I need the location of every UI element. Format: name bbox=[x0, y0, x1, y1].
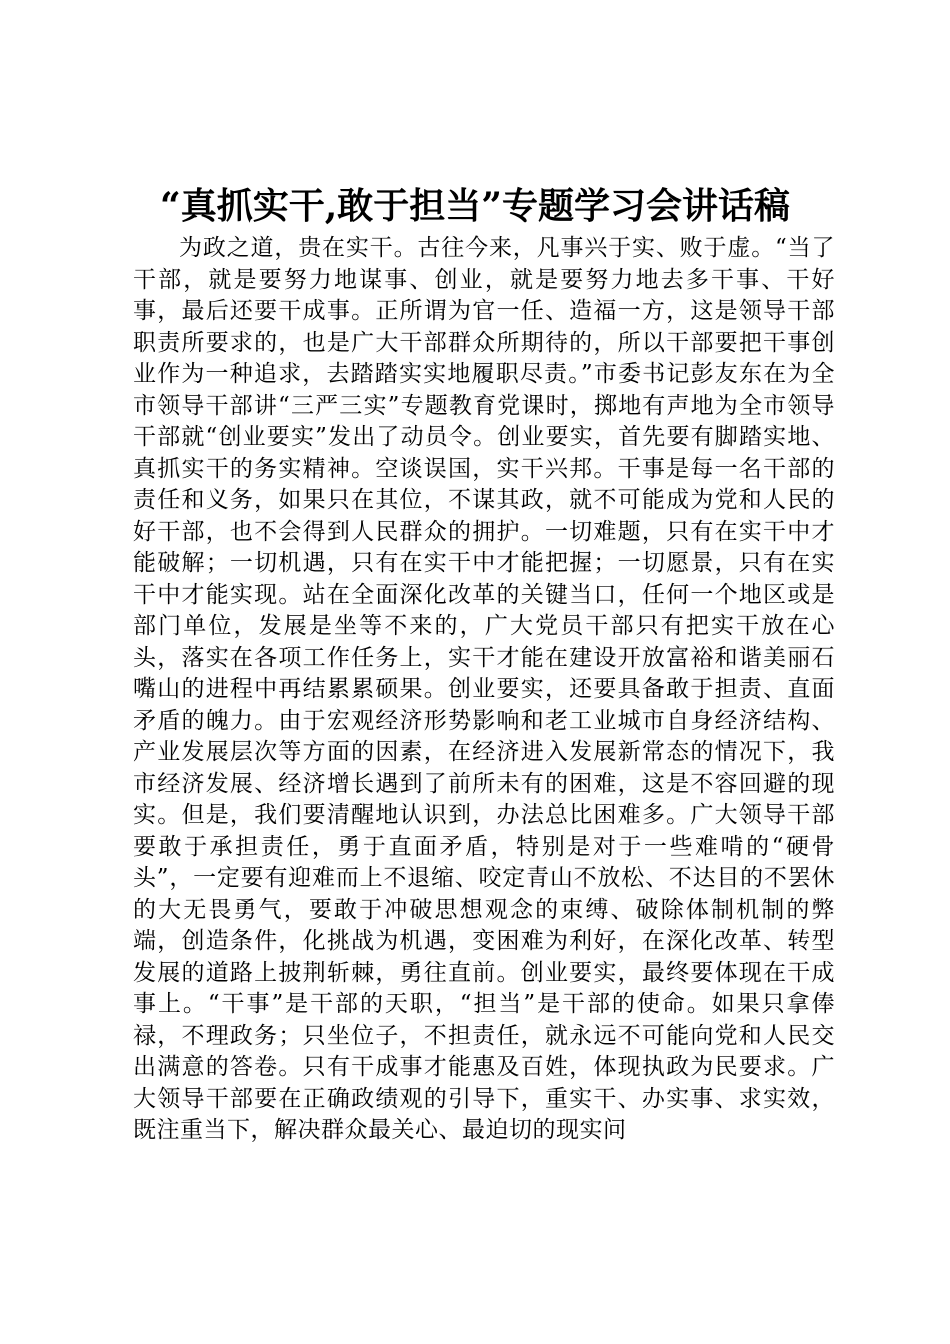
document-body-paragraph: 为政之道，贵在实干。古往今来，凡事兴于实、败于虚。“当了干部，就是要努力地谋事、创业，就是要努力地去多干事、干好事，最后还要干成事。正所谓为官一任、造福一方，这是领导干部职责所要求的，也是广大干部群众所期待的，所以干部要把干事创业作为一种追求，去踏踏实实地履职尽责。”市委书记彭友东在为全市领导干部讲“三严三实”专题教育党课时，掷地有声地为全市领导干部就“创业要实”发出了动员令。创业要实，首先要有脚踏实地、真抓实干的务实精神。空谈误国，实干兴邦。干事是每一名干部的责任和义务，如果只在其位，不谋其政，就不可能成为党和人民的好干部，也不会得到人民群众的拥护。一切难题，只有在实干中才能破解；一切机遇，只有在实干中才能把握；一切愿景，只有在实干中才能实现。站在全面深化改革的关键当口，任何一个地区或是部门单位，发展是坐等不来的，广大党员干部只有把实干放在心头，落实在各项工作任务上，实干才能在建设开放富裕和谐美丽石嘴山的进程中再结累累硕果。创业要实，还要具备敢于担责、直面矛盾的魄力。由于宏观经济形势影响和老工业城市自身经济结构、产业发展层次等方面的因素，在经济进入发展新常态的情况下，我市经济发展、经济增长遇到了前所未有的困难，这是不容回避的现实。但是，我们要清醒地认识到，办法总比困难多。广大领导干部要敢于承担责任，勇于直面矛盾，特别是对于一些难啃的“硬骨头”，一定要有迎难而上不退缩、咬定青山不放松、不达目的不罢休的大无畏勇气，要敢于冲破思想观念的束缚、破除体制机制的弊端，创造条件，化挑战为机遇，变困难为利好，在深化改革、转型发展的道路上披荆斩棘，勇往直前。创业要实，最终要体现在干成事上。“干事”是干部的天职，“担当”是干部的使命。如果只拿俸禄，不理政务；只坐位子，不担责任，就永远不可能向党和人民交出满意的答卷。只有干成事才能惠及百姓，体现执政为民要求。广大领导干部要在正确政绩观的引导下，重实干、办实事、求实效，既注重当下，解决群众最关心、最迫切的现实问 bbox=[133, 235, 835, 1143]
document-title: “真抓实干,敢于担当”专题学习会讲话稿 bbox=[160, 185, 790, 227]
